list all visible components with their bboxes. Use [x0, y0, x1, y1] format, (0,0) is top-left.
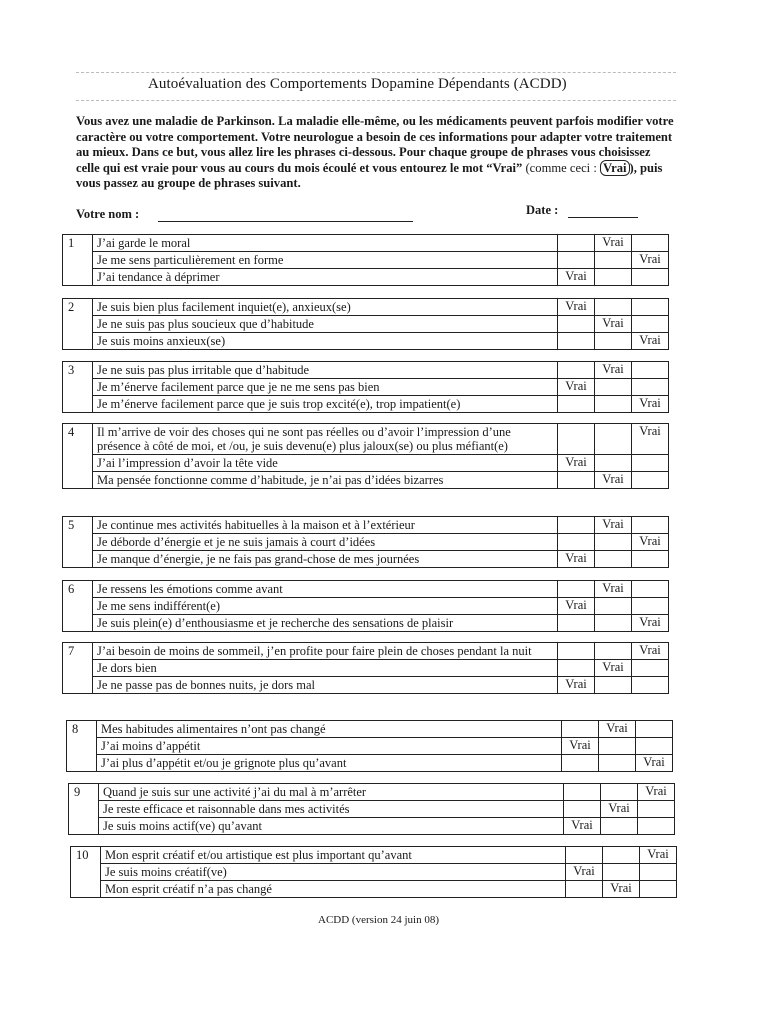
statement-row: [63, 424, 669, 455]
statement-text: J’ai l’impression d’avoir la tête vide: [93, 455, 558, 472]
question-group-10: [70, 846, 677, 898]
answer-cell: [638, 801, 675, 818]
vrai-option[interactable]: Vrai: [595, 235, 632, 252]
name-date-row: [76, 203, 676, 225]
vrai-option[interactable]: Vrai: [564, 818, 601, 835]
statement-row: [63, 581, 669, 598]
answer-cell: [632, 551, 669, 568]
vrai-option[interactable]: Vrai: [562, 738, 599, 755]
statement-row: [63, 252, 669, 269]
instructions-paragraph: [76, 114, 676, 192]
group-number: 7: [63, 643, 93, 694]
date-label: Date :: [526, 203, 559, 217]
question-group-1: [62, 234, 669, 286]
answer-cell: [595, 252, 632, 269]
vrai-option[interactable]: Vrai: [632, 615, 669, 632]
group-number: 1: [63, 235, 93, 286]
answer-cell: [595, 551, 632, 568]
vrai-option[interactable]: Vrai: [558, 598, 595, 615]
vrai-option[interactable]: Vrai: [636, 755, 673, 772]
answer-cell: [632, 269, 669, 286]
statement-row: [69, 784, 675, 801]
statement-text: Quand je suis sur une activité j’ai du mal à m’arrêter: [99, 784, 564, 801]
statement-row: [71, 864, 677, 881]
answer-cell: [558, 615, 595, 632]
answer-cell: [632, 517, 669, 534]
statement-row: [69, 818, 675, 835]
vrai-option[interactable]: Vrai: [558, 269, 595, 286]
statement-row: [63, 379, 669, 396]
answer-cell: [595, 333, 632, 350]
answer-cell: [558, 362, 595, 379]
vrai-option[interactable]: Vrai: [595, 316, 632, 333]
vrai-option[interactable]: Vrai: [632, 333, 669, 350]
statement-text: Mon esprit créatif n’a pas changé: [101, 881, 566, 898]
answer-cell: [632, 379, 669, 396]
scan-artifact-line: [76, 100, 676, 102]
statement-row: [71, 881, 677, 898]
page-title: Autoévaluation des Comportements Dopamine Dépendants (ACDD): [148, 76, 567, 92]
answer-cell: [558, 472, 595, 489]
answer-cell: [595, 455, 632, 472]
answer-cell: [564, 801, 601, 818]
statement-text: Je manque d’énergie, je ne fais pas grand-chose de mes journées: [93, 551, 558, 568]
statement-row: [63, 598, 669, 615]
group-number: 8: [67, 721, 97, 772]
answer-cell: [558, 534, 595, 551]
answer-cell: [558, 517, 595, 534]
answer-cell: [636, 738, 673, 755]
vrai-option[interactable]: Vrai: [558, 379, 595, 396]
vrai-option[interactable]: Vrai: [603, 881, 640, 898]
vrai-option[interactable]: Vrai: [595, 472, 632, 489]
statement-text: Je me sens indifférent(e): [93, 598, 558, 615]
question-group-6: [62, 580, 669, 632]
answer-cell: [558, 316, 595, 333]
answer-cell: [558, 424, 595, 455]
statement-text: J’ai besoin de moins de sommeil, j’en profite pour faire plein de choses pendant la nuit: [93, 643, 558, 660]
answer-cell: [564, 784, 601, 801]
answer-cell: [632, 455, 669, 472]
statement-text: Mon esprit créatif et/ou artistique est plus important qu’avant: [101, 847, 566, 864]
answer-cell: [595, 598, 632, 615]
vrai-option[interactable]: Vrai: [595, 362, 632, 379]
answer-cell: [595, 643, 632, 660]
footer-version: ACDD (version 24 juin 08): [318, 914, 439, 926]
answer-cell: [632, 362, 669, 379]
answer-cell: [595, 424, 632, 455]
statement-text: Je déborde d’énergie et je ne suis jamais à court d’idées: [93, 534, 558, 551]
answer-cell: [558, 235, 595, 252]
statement-text: Je me sens particulièrement en forme: [93, 252, 558, 269]
statement-row: [63, 299, 669, 316]
vrai-option[interactable]: Vrai: [632, 424, 669, 455]
statement-row: [63, 472, 669, 489]
group-number: 3: [63, 362, 93, 413]
answer-cell: [562, 755, 599, 772]
vrai-option[interactable]: Vrai: [595, 581, 632, 598]
statement-text: Ma pensée fonctionne comme d’habitude, je n’ai pas d’idées bizarres: [93, 472, 558, 489]
statement-row: [63, 396, 669, 413]
statement-row: [63, 517, 669, 534]
statement-text: Je ne suis pas plus soucieux que d’habitude: [93, 316, 558, 333]
answer-cell: [595, 396, 632, 413]
name-label: Votre nom :: [76, 207, 140, 221]
statement-text: Je ne passe pas de bonnes nuits, je dors mal: [93, 677, 558, 694]
answer-cell: [558, 252, 595, 269]
instructions-example-prefix: (comme ceci :: [522, 160, 600, 175]
answer-cell: [640, 881, 677, 898]
statement-text: Je suis moins créatif(ve): [101, 864, 566, 881]
statement-row: [63, 333, 669, 350]
answer-cell: [558, 396, 595, 413]
answer-cell: [601, 818, 638, 835]
instructions-text-end: ), puis vous passez au groupe de phrases suivant.: [76, 160, 663, 190]
group-number: 9: [69, 784, 99, 835]
answer-cell: [632, 660, 669, 677]
answer-cell: [638, 818, 675, 835]
statement-row: [63, 615, 669, 632]
group-number: 2: [63, 299, 93, 350]
statement-text: J’ai tendance à déprimer: [93, 269, 558, 286]
statement-row: [63, 643, 669, 660]
statement-text: Je m’énerve facilement parce que je ne me sens pas bien: [93, 379, 558, 396]
answer-cell: [640, 864, 677, 881]
answer-cell: [603, 864, 640, 881]
name-field[interactable]: [158, 221, 413, 222]
vrai-option[interactable]: Vrai: [595, 517, 632, 534]
answer-cell: [632, 472, 669, 489]
answer-cell: [595, 534, 632, 551]
vrai-option[interactable]: Vrai: [632, 534, 669, 551]
question-group-9: [68, 783, 675, 835]
date-field[interactable]: [568, 217, 638, 218]
statement-row: [71, 847, 677, 864]
vrai-option[interactable]: Vrai: [558, 677, 595, 694]
answer-cell: [595, 269, 632, 286]
answer-cell: [603, 847, 640, 864]
statement-text: J’ai garde le moral: [93, 235, 558, 252]
question-group-7: [62, 642, 669, 694]
vrai-option[interactable]: Vrai: [558, 455, 595, 472]
statement-row: [67, 738, 673, 755]
vrai-option[interactable]: Vrai: [599, 721, 636, 738]
statement-text: Je continue mes activités habituelles à la maison et à l’extérieur: [93, 517, 558, 534]
statement-text: Je dors bien: [93, 660, 558, 677]
answer-cell: [562, 721, 599, 738]
statement-text: Mes habitudes alimentaires n’ont pas changé: [97, 721, 562, 738]
vrai-option[interactable]: Vrai: [601, 801, 638, 818]
answer-cell: [558, 333, 595, 350]
statement-row: [67, 721, 673, 738]
statement-text: Je m’énerve facilement parce que je suis trop excité(e), trop impatient(e): [93, 396, 558, 413]
statement-row: [69, 801, 675, 818]
question-group-2: [62, 298, 669, 350]
answer-cell: [632, 235, 669, 252]
vrai-option[interactable]: Vrai: [638, 784, 675, 801]
statement-row: [63, 551, 669, 568]
statement-row: [63, 534, 669, 551]
vrai-option[interactable]: Vrai: [558, 551, 595, 568]
group-number: 5: [63, 517, 93, 568]
answer-cell: [636, 721, 673, 738]
statement-text: Je suis moins actif(ve) qu’avant: [99, 818, 564, 835]
statement-row: [63, 235, 669, 252]
answer-cell: [632, 299, 669, 316]
answer-cell: [595, 677, 632, 694]
statement-text: Il m’arrive de voir des choses qui ne sont pas réelles ou d’avoir l’impression d’une présence à côté de moi, et /ou, je suis devenu(e) plus jaloux(se) ou plus méfiant(e): [93, 424, 558, 455]
vrai-option[interactable]: Vrai: [595, 660, 632, 677]
group-number: 10: [71, 847, 101, 898]
statement-row: [63, 660, 669, 677]
statement-text: Je suis plein(e) d’enthousiasme et je recherche des sensations de plaisir: [93, 615, 558, 632]
statement-row: [63, 316, 669, 333]
answer-cell: [558, 581, 595, 598]
answer-cell: [599, 755, 636, 772]
answer-cell: [558, 660, 595, 677]
answer-cell: [558, 643, 595, 660]
question-group-4: [62, 423, 669, 489]
statement-text: J’ai plus d’appétit et/ou je grignote plus qu’avant: [97, 755, 562, 772]
vrai-option[interactable]: Vrai: [632, 252, 669, 269]
question-group-3: [62, 361, 669, 413]
statement-text: Je reste efficace et raisonnable dans mes activités: [99, 801, 564, 818]
answer-cell: [601, 784, 638, 801]
scan-artifact-line: [76, 72, 676, 74]
statement-row: [63, 677, 669, 694]
statement-row: [63, 362, 669, 379]
answer-cell: [595, 299, 632, 316]
answer-cell: [632, 677, 669, 694]
answer-cell: [595, 615, 632, 632]
group-number: 6: [63, 581, 93, 632]
answer-cell: [566, 847, 603, 864]
question-group-5: [62, 516, 669, 568]
statement-row: [63, 455, 669, 472]
vrai-option[interactable]: Vrai: [640, 847, 677, 864]
group-number: 4: [63, 424, 93, 489]
statement-text: J’ai moins d’appétit: [97, 738, 562, 755]
answer-cell: [595, 379, 632, 396]
answer-cell: [599, 738, 636, 755]
statement-text: Je suis moins anxieux(se): [93, 333, 558, 350]
statement-text: Je ne suis pas plus irritable que d’habitude: [93, 362, 558, 379]
question-group-8: [66, 720, 673, 772]
statement-text: Je suis bien plus facilement inquiet(e), anxieux(se): [93, 299, 558, 316]
answer-cell: [632, 316, 669, 333]
vrai-option[interactable]: Vrai: [558, 299, 595, 316]
vrai-option[interactable]: Vrai: [632, 396, 669, 413]
statement-row: [67, 755, 673, 772]
vrai-option[interactable]: Vrai: [566, 864, 603, 881]
answer-cell: [566, 881, 603, 898]
statement-row: [63, 269, 669, 286]
circled-example: Vrai: [600, 160, 630, 176]
vrai-option[interactable]: Vrai: [632, 643, 669, 660]
instructions-text: Vous avez une maladie de Parkinson. La maladie elle-même, ou les médicaments peuvent parfois modifier votre caractère ou votre comportement. Votre neurologue a besoin de ces informations pour adapter votre traitement au mieux. Dans ce but, vous allez lire les phrases ci-dessous. Pour chaque groupe de phrases vous choisissez celle qui est vraie pour vous au cours du mois écoulé et vous entourez le mot “Vrai”: [76, 114, 674, 175]
answer-cell: [632, 581, 669, 598]
statement-text: Je ressens les émotions comme avant: [93, 581, 558, 598]
answer-cell: [632, 598, 669, 615]
